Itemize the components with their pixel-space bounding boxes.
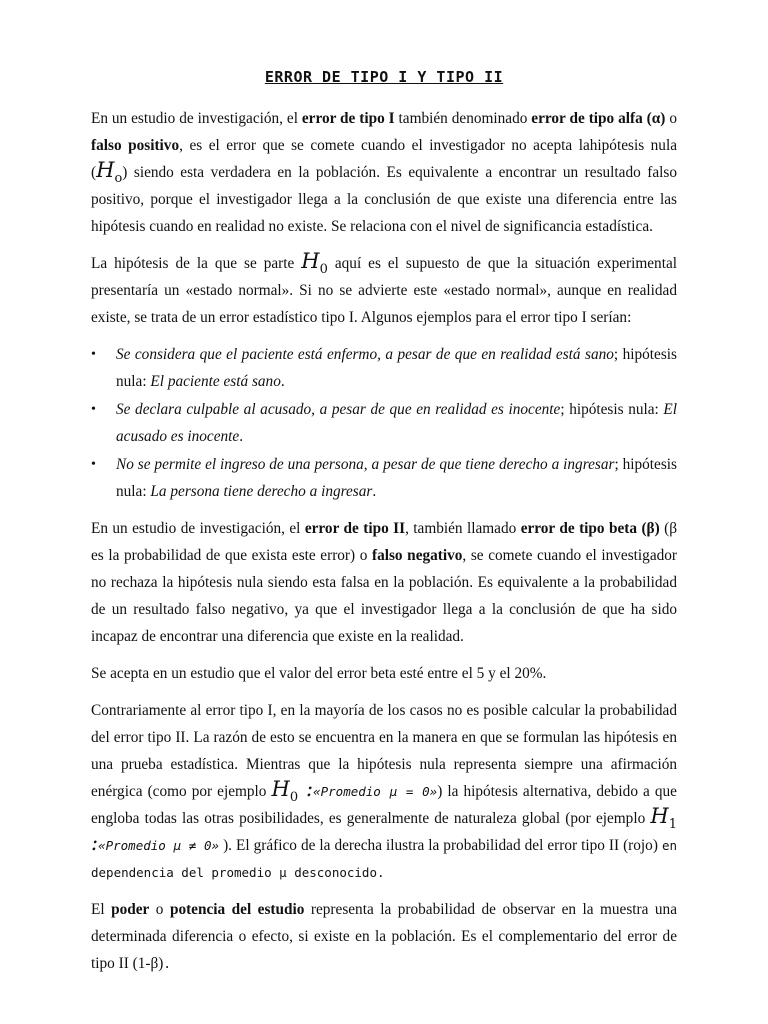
text-run: (β es la probabilidad de que exista este error) o xyxy=(91,520,677,564)
text-run: . xyxy=(239,428,244,445)
text-run-mono: en dependencia del promedio μ desconocido. xyxy=(91,838,677,880)
term-error-tipo-beta: error de tipo beta (β) xyxy=(520,520,660,537)
text-run: ). El gráfico de la derecha ilustra la probabilidad del error tipo II (rojo) xyxy=(219,837,662,854)
text-run: representa la probabilidad de observar en la muestra una determinada diferencia o efecto, si existe en la población. Es el complementario del error de tipo II (1-β) xyxy=(91,901,677,972)
text-run: aquí es el supuesto de que la situación experimental presentaría un «estado normal». Si no se advierte este «estado normal», aunque en realidad existe, se trata de un error estadístico tipo I. Algunos ejemplos para el error tipo I serían: xyxy=(91,255,677,326)
list-item xyxy=(91,451,677,505)
math-subscript: 0 xyxy=(289,790,299,806)
term-error-tipo-i: error de tipo I xyxy=(301,110,395,127)
document-title: ERROR DE TIPO I Y TIPO II xyxy=(264,68,504,86)
bullet-icon: • xyxy=(91,347,96,362)
term-potencia-del-estudio: potencia del estudio xyxy=(169,901,305,918)
term-falso-negativo: falso negativo xyxy=(371,547,463,564)
example-text: Se declara culpable al acusado, a pesar de que en realidad es inocente xyxy=(116,401,561,418)
example-text: No se permite el ingreso de una persona, a pesar de que tiene derecho a ingresar xyxy=(116,456,615,473)
math-symbol: H xyxy=(96,158,115,182)
paragraph-type-ii-probability xyxy=(91,697,677,886)
math-statement-h1: «Promedio μ ≠ 0» xyxy=(98,838,220,853)
text-run: o xyxy=(665,110,677,127)
math-statement-h0: «Promedio μ = 0» xyxy=(313,784,438,799)
term-poder: poder xyxy=(111,901,150,918)
math-h0 xyxy=(271,777,314,806)
bullet-icon: • xyxy=(91,402,96,417)
term-error-tipo-ii: error de tipo II xyxy=(304,520,406,537)
text-run: o xyxy=(149,901,170,918)
text-run: Contrariamente al error tipo I, en la mayoría de los casos no es posible calcular la probabilidad del error tipo II. La razón de esto se encuentra en la manera en que se formulan las hipótesis en una prueba estadística. Mientras que la hipótesis nula representa siempre una afirmación enérgica (como por ejemplo xyxy=(91,702,677,800)
paragraph-beta-range: Se acepta en un estudio que el valor del error beta esté entre el 5 y el 20%. xyxy=(91,665,547,682)
text-run-mono: . xyxy=(163,956,171,971)
paragraph-type-i-definition xyxy=(91,105,677,240)
text-run: El xyxy=(91,901,112,918)
math-subscript: 0 xyxy=(319,262,328,278)
text-run: ; hipótesis nula: xyxy=(116,456,677,500)
math-subscript: o xyxy=(114,171,123,187)
example-hypothesis: El acusado es inocente xyxy=(116,401,677,445)
math-colon: : xyxy=(91,831,99,855)
list-item xyxy=(91,396,677,450)
math-h0 xyxy=(96,158,123,187)
examples-list xyxy=(91,341,677,505)
text-run: La hipótesis de la que se parte xyxy=(91,255,302,272)
paragraph-hipotesis-nula xyxy=(91,250,677,331)
text-run: ; hipótesis nula: xyxy=(116,346,678,390)
math-colon: : xyxy=(298,777,314,801)
text-run: ) la hipótesis alternativa, debido a que engloba todas las otras posibilidades, es generalmente de naturaleza global (por ejemplo xyxy=(91,783,677,827)
example-hypothesis: La persona tiene derecho a ingresar xyxy=(150,483,373,500)
text-run: ; hipótesis nula: xyxy=(560,401,664,418)
paragraph-potencia xyxy=(91,896,677,977)
text-run: . xyxy=(372,483,377,500)
text-run: también denominado xyxy=(394,110,532,127)
math-symbol: H xyxy=(271,777,290,801)
paragraph-type-ii-definition xyxy=(91,515,677,650)
text-run: En un estudio de investigación, el xyxy=(91,110,302,127)
text-run: . xyxy=(280,373,285,390)
math-h0 xyxy=(301,249,328,278)
text-run: , se comete cuando el investigador no rechaza la hipótesis nula siendo esta falsa en la población. Es equivalente a la probabilidad de un resultado falso negativo, ya que el investigador llega a la conclusión de que ha sido incapaz de encontrar una diferencia que existe en la realidad. xyxy=(91,547,678,645)
example-hypothesis: El paciente está sano xyxy=(150,373,281,390)
term-error-tipo-alfa: error de tipo alfa (α) xyxy=(531,110,666,127)
list-item xyxy=(91,341,677,395)
document-body xyxy=(91,105,677,987)
text-run: , es el error que se comete cuando el investigador no acepta lahipótesis nula ( xyxy=(91,137,677,181)
term-falso-positivo: falso positivo xyxy=(91,137,180,154)
text-run: , también llamado xyxy=(405,520,521,537)
bullet-icon: • xyxy=(91,457,96,472)
math-symbol: H xyxy=(650,804,669,828)
example-text: Se considera que el paciente está enfermo, a pesar de que en realidad está sano xyxy=(116,346,614,363)
text-run: En un estudio de investigación, el xyxy=(91,520,305,537)
text-run: ) siendo esta verdadera en la población. Es equivalente a encontrar un resultado falso positivo, porque el investigador llega a la conclusión de que existe una diferencia entre las hipótesis cuando en realidad no existe. Se relaciona con el nivel de significancia estadística. xyxy=(91,164,677,235)
math-symbol: H xyxy=(301,249,320,273)
math-subscript: 1 xyxy=(668,817,677,833)
